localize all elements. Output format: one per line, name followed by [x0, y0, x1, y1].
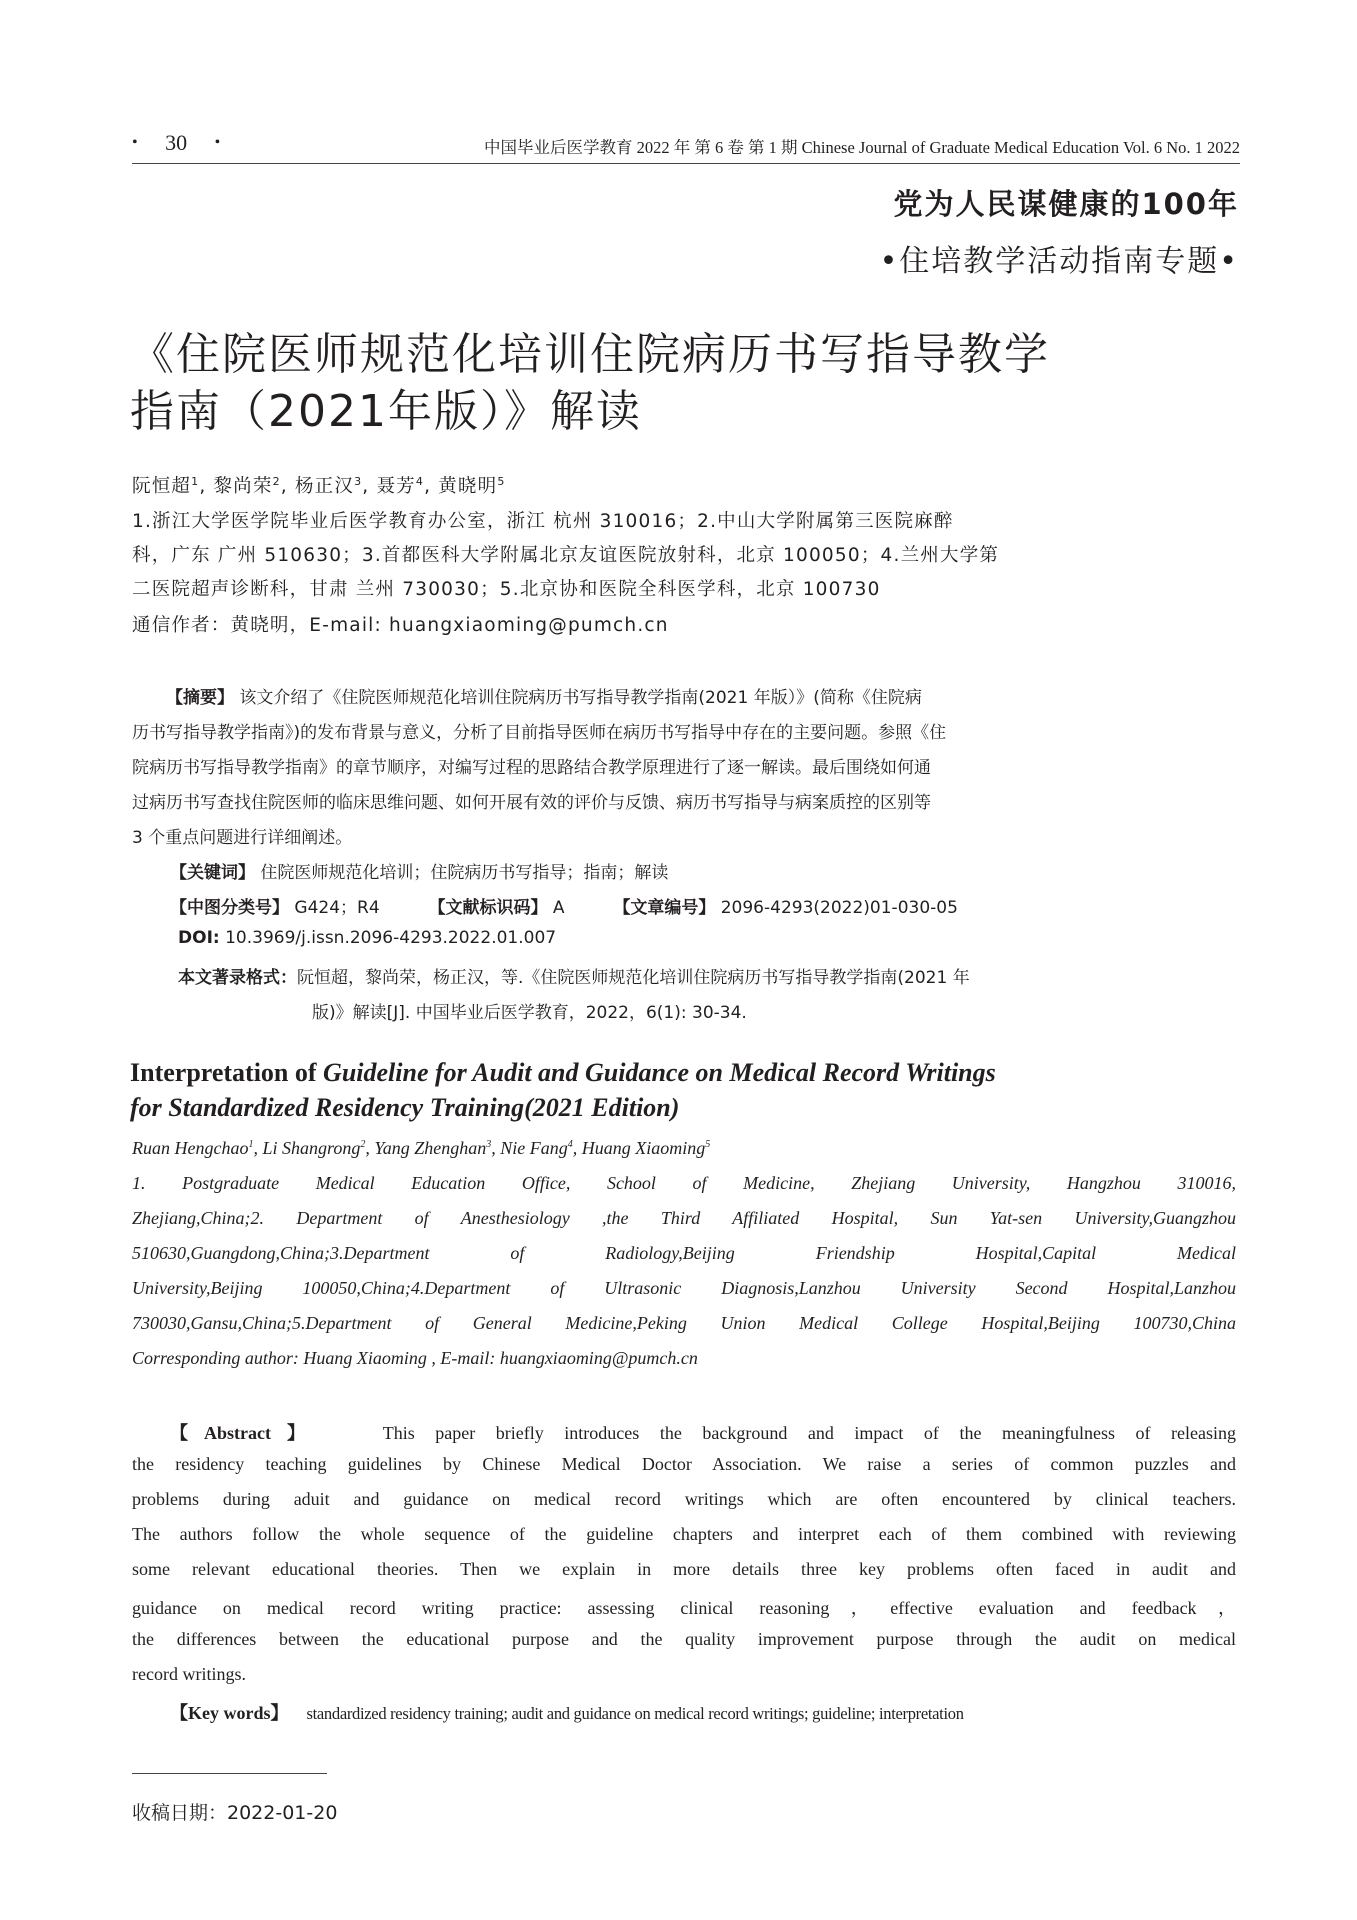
article-no-value: 2096-4293(2022)01-030-05	[720, 898, 958, 918]
author: Nie Fang	[500, 1138, 568, 1158]
abstract-cn-line: 院病历书写指导教学指南》的章节顺序，对编写过程的思路结合教学原理进行了逐一解读。最后围绕如何通	[132, 758, 931, 778]
title-en-line-1	[130, 1058, 996, 1088]
classification-row	[170, 893, 958, 918]
abstract-en-line	[132, 1454, 1236, 1475]
keywords-en	[170, 1699, 964, 1725]
title-en-prefix: Interpretation of	[130, 1058, 324, 1087]
title-cn-line-2: 指南（2021年版）》解读	[130, 386, 642, 437]
abstract-en-line	[132, 1629, 1236, 1650]
affiliation-en-text: 1. Postgraduate Medical Education Office, School of Medicine, Zhejiang University, Hangzhou 310016,	[132, 1173, 1236, 1193]
citation-label: 本文著录格式：	[178, 968, 297, 988]
author: Li Shangrong	[262, 1138, 361, 1158]
affiliation-en-line	[132, 1243, 1236, 1264]
abstract-en-text: the residency teaching guidelines by Chinese Medical Doctor Association. We raise a series of common puzzles and	[132, 1454, 1236, 1474]
abstract-en-line	[132, 1524, 1236, 1545]
affiliation-cn-line: 二医院超声诊断科，甘肃 兰州 730030；5.北京协和医院全科医学科，北京 100730	[132, 579, 881, 600]
column-subheading: •住培教学活动指南专题•	[879, 244, 1239, 279]
title-en-line-2	[130, 1093, 679, 1123]
author: Ruan Hengchao	[132, 1138, 249, 1158]
author-sup: 3	[354, 474, 363, 488]
abstract-cn-line: 过病历书写查找住院医师的临床思维问题、如何开展有效的评价与反馈、病历书写指导与病案质控的区别等	[132, 793, 931, 813]
header-rule	[132, 163, 1240, 164]
author: 黎尚荣	[213, 476, 273, 497]
affiliation-en-text: Zhejiang,China;2. Department of Anesthesiology ,the Third Affiliated Hospital, Sun Yat-sen University,Guangzhou	[132, 1208, 1236, 1228]
page-number	[132, 130, 220, 156]
abstract-en-text: This paper briefly introduces the background and impact of the meaningfulness of releasing	[382, 1423, 1237, 1443]
author: 黄晓明	[438, 476, 498, 497]
affiliation-en-text: 730030,Gansu,China;5.Department of General Medicine,Peking Union Medical College Hospital,Beijing 100730,China	[132, 1313, 1236, 1333]
keywords-en-value: standardized residency training; audit and guidance on medical record writings; guideline; interpretation	[306, 1704, 964, 1723]
abstract-en-line	[132, 1419, 1236, 1445]
author: Yang Zhenghan	[374, 1138, 487, 1158]
author-sup: 4	[567, 1139, 573, 1150]
page-number-text: 30	[165, 130, 188, 155]
abstract-en-text: guidance on medical record writing practice: assessing clinical reasoning，effective evaluation and feedback，	[132, 1598, 1236, 1618]
citation-row	[178, 963, 970, 988]
affiliation-cn-line: 1.浙江大学医学院毕业后医学教育办公室，浙江 杭州 310016；2.中山大学附属第三医院麻醉	[132, 511, 954, 532]
doc-code-value: A	[552, 898, 565, 918]
abstract-en-label: 【Abstract】	[170, 1423, 322, 1443]
affiliation-en-line	[132, 1278, 1236, 1299]
bullet-icon: •	[214, 134, 221, 151]
affiliation-cn-line: 科，广东 广州 510630；3.首都医科大学附属北京友谊医院放射科，北京 100050；4.兰州大学第	[132, 545, 1000, 566]
bullet-icon: •	[132, 134, 138, 151]
title-cn-line-1: 《住院医师规范化培训住院病历书写指导教学	[130, 329, 1050, 380]
authors-cn: 阮恒超$^1$, 黎尚荣$^2$, 杨正汉$^3$, 聂芳$^4$, 黄晓明$^5$	[132, 474, 506, 497]
author-sup: 5	[705, 1139, 711, 1150]
running-head-text: 中国毕业后医学教育 2022 年 第 6 卷 第 1 期 Chinese Journal of Graduate Medical Education Vol. 6 No. 1 2022	[483, 138, 1240, 157]
abstract-cn-line	[132, 683, 1236, 708]
doi-label: DOI:	[178, 928, 220, 948]
author: 阮恒超	[132, 476, 192, 497]
article-no-label: 【文章编号】	[613, 898, 716, 918]
author-sup: 1	[248, 1139, 254, 1150]
author-sup: 4	[415, 474, 425, 488]
abstract-en-line	[132, 1489, 1236, 1510]
received-date: 收稿日期：2022-01-20	[132, 1802, 338, 1824]
abstract-en-line	[132, 1594, 1236, 1620]
title-en-italic: for Standardized Residency Training(2021 Edition)	[130, 1093, 680, 1122]
affiliation-en-text: University,Beijing 100050,China;4.Department of Ultrasonic Diagnosis,Lanzhou University Second Hospital,Lanzhou	[132, 1278, 1236, 1298]
column-heading: 党为人民谋健康的100年	[893, 187, 1239, 221]
footnote-rule	[132, 1773, 327, 1774]
clc-label: 【中图分类号】	[170, 898, 289, 918]
doc-code-label: 【文献标识码】	[428, 898, 548, 918]
citation-line-2: 版)》解读[J]. 中国毕业后医学教育，2022，6(1): 30-34.	[312, 1003, 747, 1023]
affiliation-en-line	[132, 1173, 1236, 1194]
keywords-en-label: 【Key words】	[170, 1703, 289, 1723]
authors-en: Ruan Hengchao$^1$, Li Shangrong$^2$, Yang Zhenghan$^3$, Nie Fang$^4$, Huang Xiaoming$^5$	[132, 1138, 711, 1158]
affiliation-en-line	[132, 1208, 1236, 1229]
abstract-en-first	[132, 1419, 1236, 1445]
clc-value: G424；R4	[294, 898, 380, 918]
abstract-en-text: problems during aduit and guidance on medical record writings which are often encountered by clinical teachers.	[132, 1489, 1236, 1509]
author-sup: 3	[486, 1139, 492, 1150]
author: 杨正汉	[294, 476, 355, 497]
author: Huang Xiaoming	[581, 1138, 706, 1158]
abstract-en-text: some relevant educational theories. Then we explain in more details three key problems often faced in audit and	[132, 1559, 1236, 1579]
doi-value[interactable]: 10.3969/j.issn.2096-4293.2022.01.007	[225, 928, 557, 948]
author-sup: 2	[360, 1139, 366, 1150]
affiliation-en-text: 510630,Guangdong,China;3.Department of Radiology,Beijing Friendship Hospital,Capital Medical	[132, 1243, 1236, 1263]
author-sup: 2	[272, 474, 281, 488]
corresponding-author-cn: 通信作者：黄晓明，E-mail: huangxiaoming@pumch.cn	[132, 615, 669, 636]
citation-text: 阮恒超，黎尚荣，杨正汉，等.《住院医师规范化培训住院病历书写指导教学指南(2021 年	[297, 968, 970, 988]
affiliation-en-line	[132, 1313, 1236, 1334]
abstract-cn-line: 3 个重点问题进行详细阐述。	[132, 828, 353, 848]
author-sup: 1	[191, 474, 200, 488]
running-header	[132, 130, 1240, 162]
abstract-en-line: record writings.	[132, 1664, 246, 1684]
author-sup: 5	[497, 474, 506, 488]
title-en-italic: Guideline for Audit and Guidance on Medical Record Writings	[323, 1058, 996, 1087]
keywords-cn-value: 住院医师规范化培训；住院病历书写指导；指南；解读	[260, 863, 669, 883]
abstract-cn-label: 【摘要】	[166, 688, 234, 708]
abstract-cn-text: 该文介绍了《住院医师规范化培训住院病历书写指导教学指南(2021 年版）》(简称《住院病	[239, 688, 922, 708]
author: 聂芳	[376, 476, 416, 497]
keywords-cn	[170, 858, 668, 883]
abstract-en-text: The authors follow the whole sequence of the guideline chapters and interpret each of them combined with reviewing	[132, 1524, 1236, 1544]
corresponding-author-en: Corresponding author: Huang Xiaoming , E-mail: huangxiaoming@pumch.cn	[132, 1348, 698, 1368]
abstract-en-text: the differences between the educational purpose and the quality improvement purpose through the audit on medical	[132, 1629, 1236, 1649]
abstract-cn-line: 历书写指导教学指南》)的发布背景与意义，分析了目前指导医师在病历书写指导中存在的主要问题。参照《住	[132, 723, 947, 743]
abstract-en-line	[132, 1559, 1236, 1580]
doi-row	[178, 928, 556, 948]
keywords-cn-label: 【关键词】	[170, 863, 255, 883]
